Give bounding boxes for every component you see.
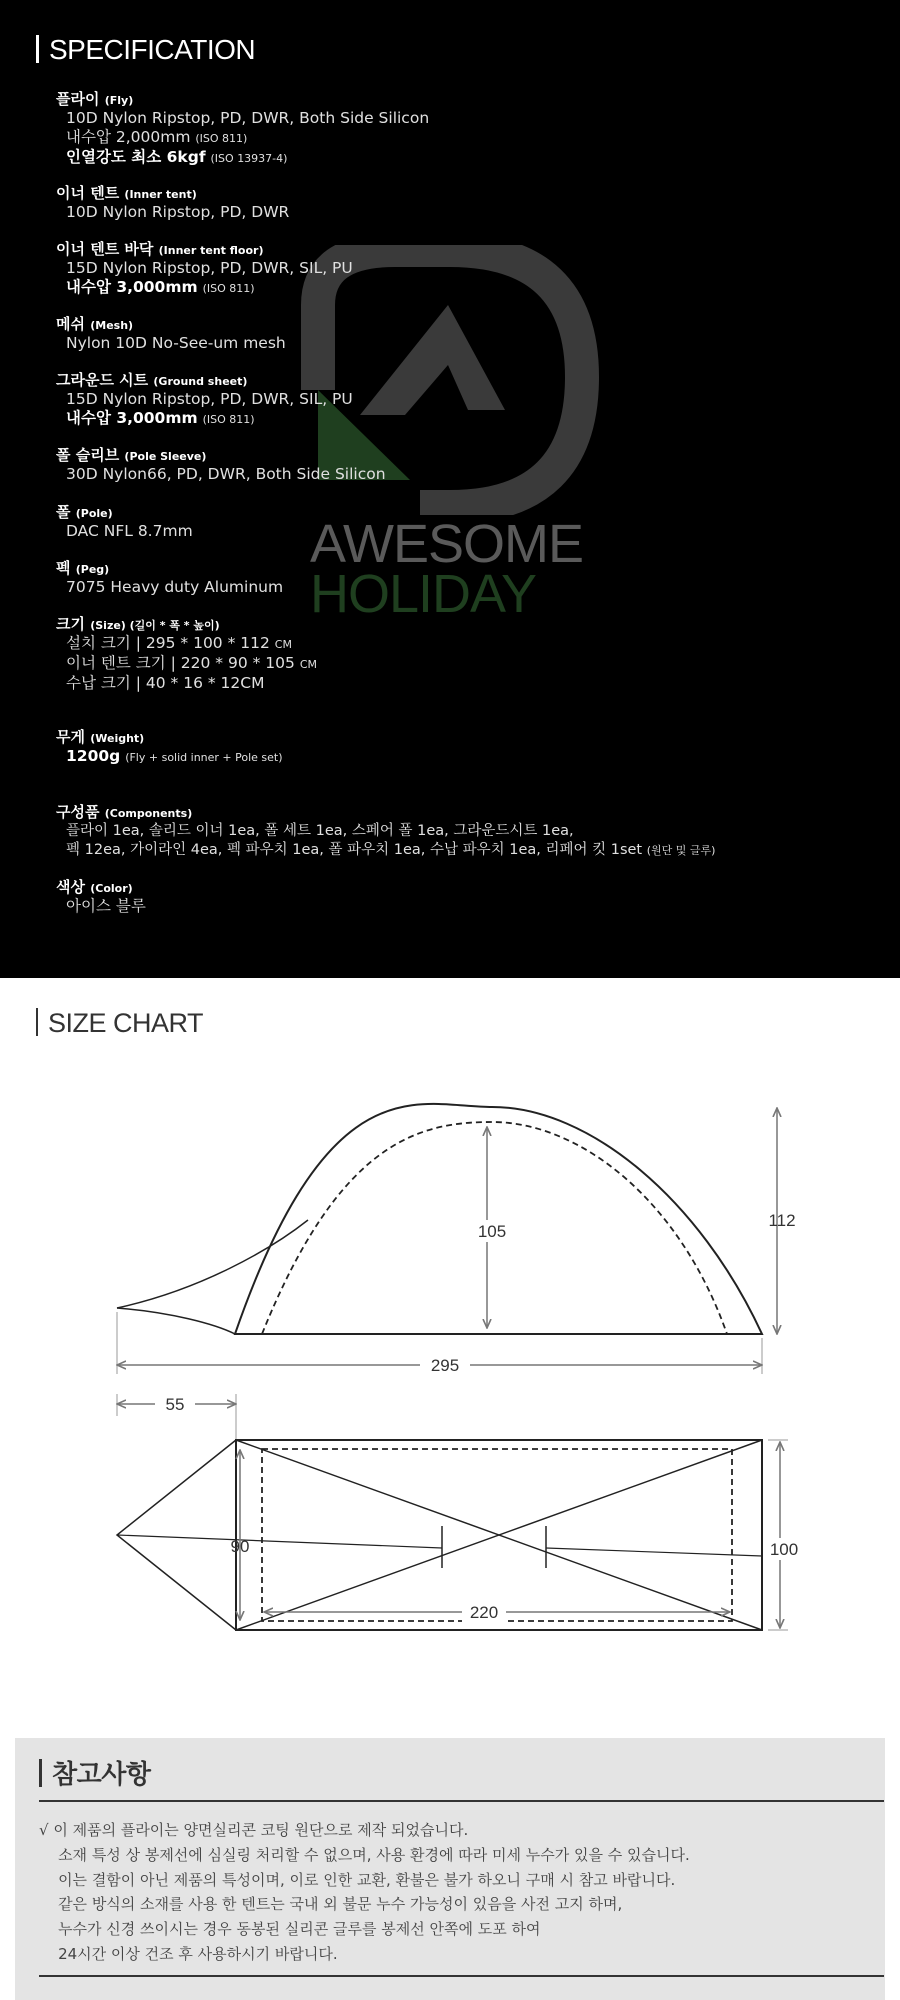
spec-components-en: (Components) [104,807,193,820]
spec-peg-en: (Peg) [75,563,110,576]
spec-peg-name: 펙 [56,559,71,577]
spec-fly-water: 내수압 2,000mm [66,128,191,146]
top-view [117,1392,803,1630]
spec-fly-water-std: (ISO 811) [195,132,248,145]
spec-size-name: 크기 [56,615,85,633]
spec-size-inner: 이너 텐트 크기 | 220 * 90 * 105 [66,654,295,672]
vestibule-label: 55 [165,1395,185,1414]
spec-mesh-material: Nylon 10D No-See-um mesh [66,334,286,352]
notes-bottom-rule [39,1975,884,1977]
spec-ground-en: (Ground sheet) [153,375,248,388]
spec-color [56,876,146,916]
spec-fly-material: 10D Nylon Ripstop, PD, DWR, Both Side Silicon [66,109,430,127]
notes-top-rule [39,1800,884,1802]
spec-peg-material: 7075 Heavy duty Aluminum [66,578,284,596]
top-vestibule-outline [117,1440,236,1630]
spec-sleeve-name: 폴 슬리브 [56,446,120,464]
logo-text-holiday: HOLIDAY [310,564,537,624]
specification-title: SPECIFICATION [36,34,255,66]
spec-components-line1: 플라이 1ea, 솔리드 이너 1ea, 폴 세트 1ea, 스페어 폴 1ea, 그라운드시트 1ea, [66,823,574,839]
inner-length-label: 220 [469,1603,499,1622]
spec-color-name: 색상 [56,878,85,896]
notes-section [15,1738,885,2000]
spec-fly-name: 플라이 [56,90,100,108]
spec-inner-en: (Inner tent) [124,188,197,201]
spec-inner-name: 이너 텐트 [56,184,120,202]
spec-weight-en: (Weight) [90,732,145,745]
spec-fly-en: (Fly) [104,94,134,107]
spec-weight-value: 1200g [66,747,121,765]
notes-title: 참고사항 [39,1754,150,1791]
spec-size-packed: 수납 크기 | 40 * 16 * 12CM [66,674,265,692]
notes-line: √ 이 제품의 플라이는 양면실리콘 코팅 원단으로 제작 되었습니다. [39,1821,469,1839]
spec-components-name: 구성품 [56,803,100,821]
title-bar [39,1759,42,1787]
spec-size-inner-unit: CM [299,658,317,671]
spec-size-pitched: 설치 크기 | 295 * 100 * 112 [66,634,270,652]
spec-ground-water: 내수압 3,000mm [66,409,198,427]
guyline [546,1548,762,1556]
spec-ground [56,369,353,429]
spec-inner [56,182,289,222]
spec-weight-name: 무게 [56,728,85,746]
spec-floor [56,238,353,298]
spec-floor-water-std: (ISO 811) [202,282,255,295]
spec-sleeve-material: 30D Nylon66, PD, DWR, Both Side Silicon [66,465,386,483]
spec-pole [56,501,193,541]
spec-mesh-name: 메쉬 [56,315,85,333]
spec-weight-note: (Fly + solid inner + Pole set) [125,751,283,764]
spec-color-value: 아이스 블루 [66,897,146,915]
notes-line: 누수가 신경 쓰이시는 경우 동봉된 실리콘 글루를 봉제선 안쪽에 도포 하여 [39,1920,541,1939]
notes-line: 소재 특성 상 봉제선에 심실링 처리할 수 없으며, 사용 환경에 따라 미세 누수가 있을 수 있습니다. [39,1845,690,1864]
notes-line: 이는 결함이 아닌 제품의 특성이며, 이로 인한 교환, 환불은 불가 하오니 구매 시 참고 바랍니다. [39,1870,676,1889]
notes-line: 24시간 이상 건조 후 사용하시기 바랍니다. [39,1944,338,1963]
spec-components [56,801,715,860]
notes-line: 같은 방식의 소재를 사용 한 텐트는 국내 외 불문 누수 가능성이 있음을 사전 고지 하며, [39,1895,623,1914]
spec-pole-name: 폴 [56,503,71,521]
spec-floor-name: 이너 텐트 바닥 [56,240,154,258]
size-diagram [0,978,900,1738]
spec-inner-material: 10D Nylon Ripstop, PD, DWR [66,203,290,221]
spec-components-note: (원단 및 글루) [646,844,716,857]
spec-fly-tear: 인열강도 최소 6kgf [66,148,206,166]
title-bar [36,35,39,63]
brand-logo [300,245,600,624]
title-bar [36,1008,38,1036]
total-height-label: 112 [768,1211,796,1230]
side-view [117,1104,796,1376]
spec-floor-water: 내수압 3,000mm [66,278,198,296]
total-width-label: 100 [769,1540,799,1559]
guyline [117,1535,442,1548]
spec-sleeve-en: (Pole Sleeve) [124,450,207,463]
spec-peg [56,557,283,597]
spec-size-en: (Size) (길이 * 폭 * 높이) [90,619,220,632]
spec-components-line2: 펙 12ea, 가이라인 4ea, 펙 파우치 1ea, 폴 파우치 1ea, 수납 파우치 1ea, 리페어 킷 1set [66,842,643,858]
spec-color-en: (Color) [90,882,133,895]
spec-mesh [56,313,286,353]
spec-ground-name: 그라운드 시트 [56,371,149,389]
inner-height-label: 105 [477,1222,507,1241]
spec-size-pitched-unit: CM [274,638,292,651]
specification-section [0,0,900,978]
spec-fly [56,88,429,168]
size-chart-section [0,978,900,1738]
side-vestibule-bottom [117,1308,235,1334]
spec-pole-en: (Pole) [75,507,113,520]
size-chart-title: SIZE CHART [36,1008,203,1039]
spec-floor-material: 15D Nylon Ripstop, PD, DWR, SIL, PU [66,259,353,277]
spec-weight [56,726,283,767]
spec-sleeve [56,444,386,484]
spec-size [56,613,317,693]
side-fly-outline [235,1104,762,1334]
spec-mesh-en: (Mesh) [90,319,134,332]
length-label: 295 [430,1356,460,1375]
spec-ground-material: 15D Nylon Ripstop, PD, DWR, SIL, PU [66,390,353,408]
spec-ground-water-std: (ISO 811) [202,413,255,426]
spec-floor-en: (Inner tent floor) [158,244,264,257]
spec-fly-tear-std: (ISO 13937-4) [210,152,288,165]
inner-width-label: 90 [230,1537,250,1556]
logo-text-awesome: AWESOME [310,514,584,574]
notes-text [39,1818,690,1967]
spec-pole-material: DAC NFL 8.7mm [66,522,193,540]
